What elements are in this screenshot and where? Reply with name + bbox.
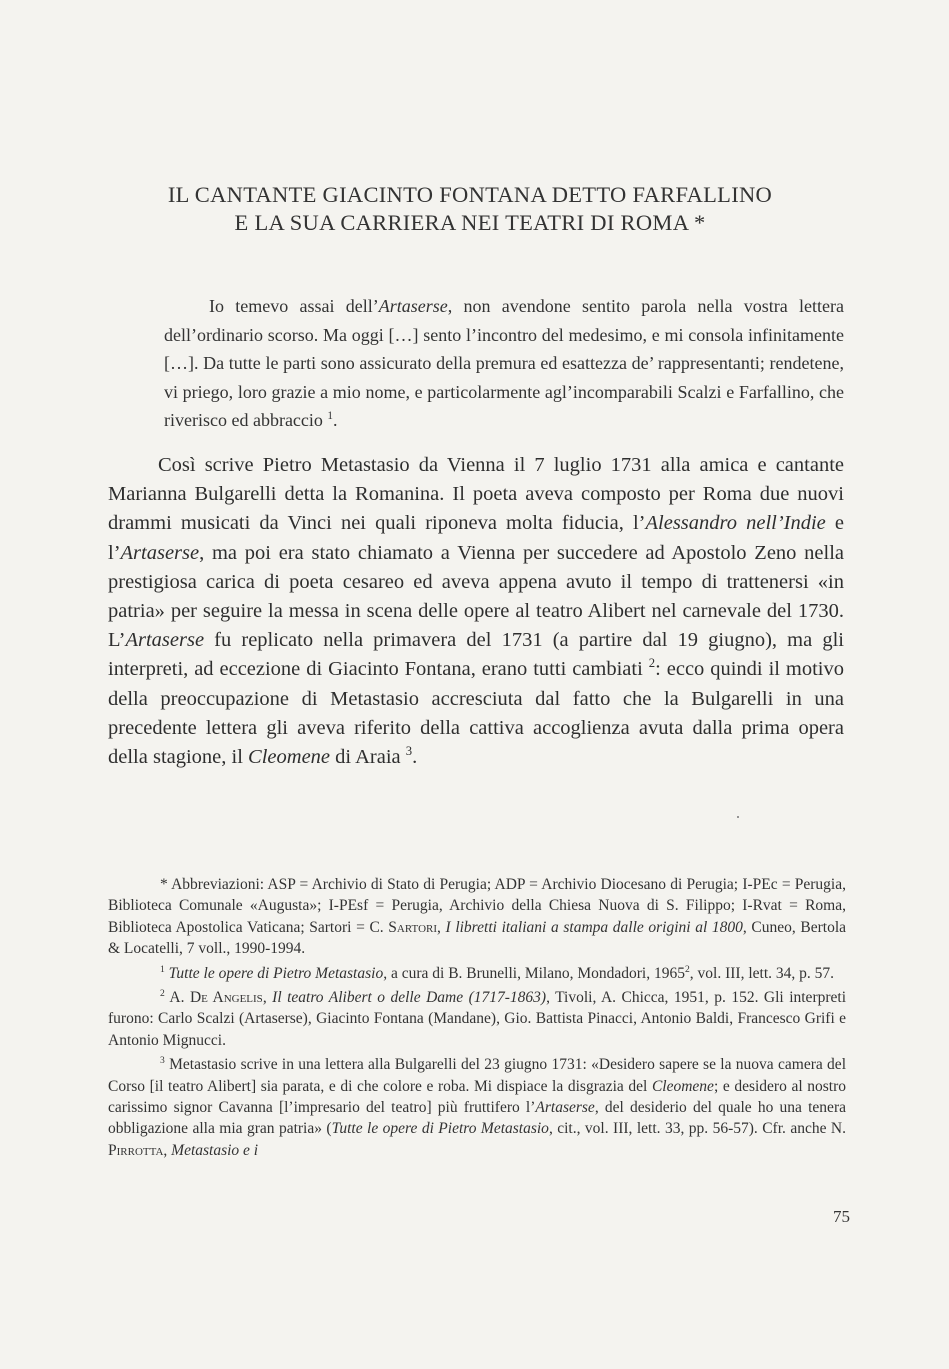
body-text-run: .: [412, 746, 418, 769]
body-paragraph: [108, 451, 844, 772]
footnote-text: ,: [262, 989, 273, 1007]
body-text-run: di Araia: [330, 746, 401, 769]
quote-paragraph: [164, 292, 844, 435]
footnote-text: ; e desidero al nostro carissimo signor Cavanna [l’impresario del teatro] più fruttifero l’: [108, 1077, 846, 1117]
chapter-title-line-1: IL CANTANTE GIACINTO FONTANA DETTO FARFALLINO: [167, 182, 773, 207]
footnote-author: Pirrotta: [108, 1141, 164, 1159]
page-number: 75: [833, 1207, 850, 1226]
footnote-author: C. Sartori: [369, 918, 438, 936]
footnote-italic: Tutte le opere di Pietro Metastasio: [168, 964, 384, 982]
footnote-text: , Tivoli, A. Chicca, 1951, p. 152. Gli interpreti furono: Carlo Scalzi (Artaserse), Giacinto Fontana (Mandane), Gio. Battista Pinacci, Antonio Baldi, Francesco Grifi e Antonio Mignucci.: [108, 989, 847, 1049]
footnotes: [108, 874, 846, 1164]
body-text-run: , ma poi era stato chiamato a Vienna per succedere ad Apostolo Zeno nella prestigiosa carica di poeta cesareo ed aveva appena avuto il tempo di trattenersi «in patria» per seguire la messa in scena delle opere al teatro Alibert nel carnevale del 1730. L’: [108, 541, 844, 652]
footnote-italic: Metastasio e i: [171, 1141, 259, 1159]
footnote-number: 1: [160, 963, 165, 975]
footnote-author: De Angelis: [189, 989, 263, 1007]
body-text-run: Così scrive Pietro Metastasio da Vienna il 7 luglio 1731 alla amica e cantante Marianna Bulgarelli detta la Romanina. Il poeta aveva composto per Roma due nuovi drammi musicati da Vinci nei quali riponeva molta fiducia, l’: [108, 454, 844, 535]
body-italic: Artaserse: [120, 541, 200, 564]
quote-italic: Artaserse: [378, 296, 448, 316]
footnote-text: ,: [163, 1141, 172, 1159]
footnote-number: 2: [160, 987, 165, 999]
footnote-italic: Tutte le opere di Pietro Metastasio: [331, 1120, 549, 1138]
footnote-text: , a cura di B. Brunelli, Milano, Mondadori, 1965: [383, 964, 685, 982]
footnote-text: Metastasio scrive in una lettera alla Bulgarelli del 23 giugno 1731: «Desidero sapere se la nuova camera del Corso [il teatro Alibert] sia parata, e di che colore e roba. Mi dispiace la disgrazia del: [108, 1056, 846, 1095]
footnote-italic: Artaserse: [535, 1099, 595, 1117]
footnote-text: * Abbreviazioni: ASP = Archivio di Stato di Perugia; ADP = Archivio Diocesano di Perugia; I-PEc = Perugia, Biblioteca Comunale «Augusta»; I-PEsf = Perugia, Archivio della Chiesa Nuova di S. Filippo; I-Rvat = Roma, Biblioteca Apostolica Vaticana; Sartori =: [108, 876, 846, 936]
body-text-run: e l’: [108, 512, 845, 564]
footnote-ref[interactable]: 1: [327, 410, 333, 422]
footnote-text: , Cuneo, Bertola & Locatelli, 7 voll., 1990-1994.: [108, 918, 847, 958]
body-text-run: fu replicato nella primavera del 1731 (a partire dal 19 giugno), ma gli interpreti, ad eccezione di Giacinto Fontana, erano tutti cambiati: [108, 629, 844, 681]
quote-text: , non avendone sentito parola nella vostra lettera dell’ordinario scorso. Ma oggi […] sento l’incontro del medesimo, e mi consola infinitamente […]. Da tutte le parti sono assicurato della premura ed esattezza de’ rappresentanti; rendetene, vi priego, loro grazie a mio nome, e particolarmente agl’incomparabili Scalzi e Farfallino, che riverisco ed abbraccio: [164, 296, 845, 430]
body-text-run: : ecco quindi il motivo della preoccupazione di Metastasio accresciuta dal fatto che la Bulgarelli in una precedente lettera gli aveva riferito della cattiva accoglienza avuta dalla prima opera della stagione, il: [108, 658, 844, 769]
epigraph-quote: [164, 292, 844, 435]
quote-text: Io temevo assai dell’: [209, 296, 379, 316]
footnote-ref[interactable]: 3: [405, 744, 413, 759]
footnote-italic: I libretti italiani a stampa dalle origini al 1800: [445, 918, 743, 936]
footnote-3: [108, 1054, 846, 1161]
footnote-number: 3: [160, 1055, 165, 1067]
body-italic: Artaserse: [125, 629, 205, 652]
edition-superscript: 2: [685, 963, 690, 975]
body-text: [108, 451, 844, 772]
footnote-star: [108, 874, 846, 960]
footnote-2: [108, 987, 846, 1051]
chapter-title: [100, 181, 840, 237]
footnote-text: , del desiderio del quale ho una tenera obbligazione alla mia gran patria» (: [108, 1099, 846, 1138]
scan-speck: [737, 816, 739, 818]
body-italic: Alessandro nell’Indie: [645, 512, 826, 535]
footnote-text: A.: [169, 989, 190, 1007]
quote-text: .: [333, 410, 338, 430]
footnote-text: , vol. III, lett. 34, p. 57.: [689, 964, 835, 982]
footnote-text: , cit., vol. III, lett. 33, pp. 56-57). Cfr. anche N.: [548, 1120, 846, 1138]
footnote-text: ,: [437, 918, 446, 936]
chapter-title-line-2: E LA SUA CARRIERA NEI TEATRI DI ROMA *: [234, 210, 706, 235]
body-italic: Cleomene: [248, 746, 331, 769]
footnote-italic: Il teatro Alibert o delle Dame (1717-1863): [272, 989, 547, 1007]
footnote-italic: Cleomene: [651, 1077, 714, 1095]
footnote-1: [108, 963, 846, 984]
footnote-ref[interactable]: 2: [648, 656, 656, 671]
